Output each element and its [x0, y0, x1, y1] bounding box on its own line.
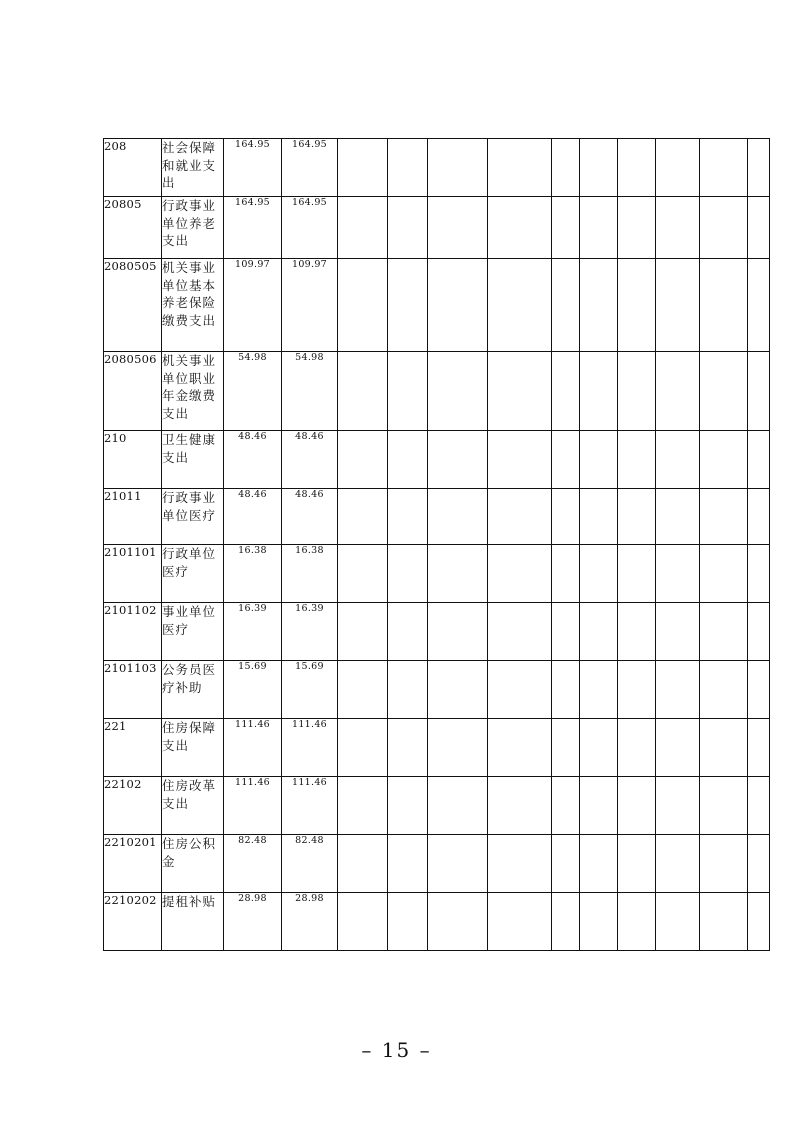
total-amount-cell: 28.98: [224, 893, 282, 951]
subject-code-cell: 2210202: [104, 893, 162, 951]
empty-cell: [748, 777, 770, 835]
empty-cell: [488, 835, 552, 893]
subject-name-cell: 住房改革支出: [162, 777, 224, 835]
subject-code-cell: 2210201: [104, 835, 162, 893]
subject-code-cell: 2080505: [104, 259, 162, 352]
table-row: [104, 603, 770, 661]
basic-expenditure-cell: 109.97: [282, 259, 338, 352]
empty-cell: [748, 489, 770, 545]
subject-code-cell: 20805: [104, 197, 162, 259]
empty-cell: [552, 603, 580, 661]
empty-cell: [388, 545, 428, 603]
basic-expenditure-cell: 164.95: [282, 139, 338, 197]
empty-cell: [388, 835, 428, 893]
empty-cell: [552, 489, 580, 545]
subject-name-cell: 行政事业单位养老支出: [162, 197, 224, 259]
empty-cell: [656, 835, 700, 893]
empty-cell: [700, 545, 748, 603]
empty-cell: [552, 545, 580, 603]
empty-cell: [338, 719, 388, 777]
table-row: [104, 719, 770, 777]
empty-cell: [388, 661, 428, 719]
basic-expenditure-cell: 48.46: [282, 431, 338, 489]
empty-cell: [618, 719, 656, 777]
empty-cell: [428, 139, 488, 197]
basic-expenditure-cell: 15.69: [282, 661, 338, 719]
basic-expenditure-cell: 16.39: [282, 603, 338, 661]
empty-cell: [656, 352, 700, 431]
table-row: [104, 545, 770, 603]
empty-cell: [580, 545, 618, 603]
empty-cell: [552, 352, 580, 431]
empty-cell: [618, 139, 656, 197]
total-amount-cell: 48.46: [224, 489, 282, 545]
empty-cell: [338, 431, 388, 489]
total-amount-cell: 164.95: [224, 197, 282, 259]
subject-code-cell: 210: [104, 431, 162, 489]
empty-cell: [700, 489, 748, 545]
empty-cell: [748, 893, 770, 951]
empty-cell: [580, 352, 618, 431]
empty-cell: [618, 197, 656, 259]
empty-cell: [552, 259, 580, 352]
empty-cell: [618, 259, 656, 352]
empty-cell: [748, 545, 770, 603]
empty-cell: [338, 139, 388, 197]
empty-cell: [748, 719, 770, 777]
empty-cell: [656, 661, 700, 719]
empty-cell: [338, 545, 388, 603]
empty-cell: [618, 431, 656, 489]
table-row: [104, 661, 770, 719]
subject-name-cell: 机关事业单位基本养老保险缴费支出: [162, 259, 224, 352]
empty-cell: [748, 835, 770, 893]
empty-cell: [700, 719, 748, 777]
empty-cell: [428, 545, 488, 603]
empty-cell: [338, 777, 388, 835]
empty-cell: [388, 489, 428, 545]
empty-cell: [700, 197, 748, 259]
empty-cell: [656, 893, 700, 951]
empty-cell: [656, 139, 700, 197]
empty-cell: [552, 893, 580, 951]
empty-cell: [618, 777, 656, 835]
empty-cell: [388, 352, 428, 431]
basic-expenditure-cell: 111.46: [282, 719, 338, 777]
empty-cell: [488, 719, 552, 777]
empty-cell: [580, 603, 618, 661]
subject-code-cell: 2101103: [104, 661, 162, 719]
table-row: [104, 777, 770, 835]
empty-cell: [700, 835, 748, 893]
empty-cell: [700, 259, 748, 352]
empty-cell: [656, 603, 700, 661]
table-row: [104, 352, 770, 431]
empty-cell: [700, 431, 748, 489]
total-amount-cell: 164.95: [224, 139, 282, 197]
empty-cell: [580, 893, 618, 951]
empty-cell: [656, 777, 700, 835]
empty-cell: [388, 777, 428, 835]
empty-cell: [580, 197, 618, 259]
empty-cell: [618, 489, 656, 545]
empty-cell: [580, 835, 618, 893]
basic-expenditure-cell: 111.46: [282, 777, 338, 835]
total-amount-cell: 16.38: [224, 545, 282, 603]
empty-cell: [388, 139, 428, 197]
empty-cell: [428, 893, 488, 951]
empty-cell: [748, 139, 770, 197]
page-number: – 15 –: [361, 1038, 432, 1062]
empty-cell: [488, 259, 552, 352]
basic-expenditure-cell: 54.98: [282, 352, 338, 431]
empty-cell: [388, 603, 428, 661]
empty-cell: [618, 893, 656, 951]
empty-cell: [488, 661, 552, 719]
empty-cell: [338, 197, 388, 259]
subject-name-cell: 行政事业单位医疗: [162, 489, 224, 545]
empty-cell: [338, 489, 388, 545]
empty-cell: [428, 835, 488, 893]
empty-cell: [618, 835, 656, 893]
empty-cell: [700, 352, 748, 431]
empty-cell: [428, 719, 488, 777]
empty-cell: [552, 661, 580, 719]
subject-name-cell: 提租补贴: [162, 893, 224, 951]
empty-cell: [618, 545, 656, 603]
total-amount-cell: 15.69: [224, 661, 282, 719]
empty-cell: [428, 431, 488, 489]
table-row: [104, 489, 770, 545]
empty-cell: [748, 352, 770, 431]
empty-cell: [700, 893, 748, 951]
empty-cell: [656, 545, 700, 603]
table-row: [104, 431, 770, 489]
empty-cell: [656, 197, 700, 259]
empty-cell: [388, 197, 428, 259]
basic-expenditure-cell: 164.95: [282, 197, 338, 259]
empty-cell: [488, 545, 552, 603]
table-row: [104, 139, 770, 197]
empty-cell: [552, 777, 580, 835]
subject-name-cell: 机关事业单位职业年金缴费支出: [162, 352, 224, 431]
empty-cell: [338, 835, 388, 893]
total-amount-cell: 111.46: [224, 777, 282, 835]
table-row: [104, 259, 770, 352]
empty-cell: [552, 835, 580, 893]
empty-cell: [488, 893, 552, 951]
total-amount-cell: 109.97: [224, 259, 282, 352]
basic-expenditure-cell: 28.98: [282, 893, 338, 951]
subject-name-cell: 事业单位医疗: [162, 603, 224, 661]
empty-cell: [428, 352, 488, 431]
empty-cell: [338, 893, 388, 951]
empty-cell: [428, 603, 488, 661]
empty-cell: [748, 259, 770, 352]
empty-cell: [656, 489, 700, 545]
empty-cell: [338, 603, 388, 661]
empty-cell: [338, 259, 388, 352]
empty-cell: [618, 603, 656, 661]
subject-code-cell: 2101101: [104, 545, 162, 603]
empty-cell: [748, 603, 770, 661]
subject-name-cell: 公务员医疗补助: [162, 661, 224, 719]
empty-cell: [748, 431, 770, 489]
empty-cell: [580, 139, 618, 197]
empty-cell: [488, 197, 552, 259]
subject-code-cell: 22102: [104, 777, 162, 835]
empty-cell: [488, 352, 552, 431]
empty-cell: [388, 719, 428, 777]
subject-code-cell: 2080506: [104, 352, 162, 431]
empty-cell: [748, 197, 770, 259]
subject-code-cell: 21011: [104, 489, 162, 545]
expenditure-table: [103, 138, 770, 951]
basic-expenditure-cell: 16.38: [282, 545, 338, 603]
empty-cell: [580, 777, 618, 835]
empty-cell: [488, 777, 552, 835]
empty-cell: [488, 603, 552, 661]
total-amount-cell: 82.48: [224, 835, 282, 893]
total-amount-cell: 48.46: [224, 431, 282, 489]
empty-cell: [700, 777, 748, 835]
total-amount-cell: 54.98: [224, 352, 282, 431]
subject-name-cell: 住房公积金: [162, 835, 224, 893]
empty-cell: [656, 431, 700, 489]
empty-cell: [428, 489, 488, 545]
empty-cell: [552, 719, 580, 777]
empty-cell: [388, 431, 428, 489]
subject-code-cell: 208: [104, 139, 162, 197]
total-amount-cell: 16.39: [224, 603, 282, 661]
table-row: [104, 835, 770, 893]
empty-cell: [552, 197, 580, 259]
empty-cell: [700, 603, 748, 661]
empty-cell: [488, 431, 552, 489]
table-row: [104, 197, 770, 259]
empty-cell: [748, 661, 770, 719]
empty-cell: [618, 661, 656, 719]
empty-cell: [552, 431, 580, 489]
empty-cell: [428, 661, 488, 719]
subject-code-cell: 221: [104, 719, 162, 777]
empty-cell: [656, 719, 700, 777]
table-row: [104, 893, 770, 951]
subject-name-cell: 住房保障支出: [162, 719, 224, 777]
empty-cell: [338, 661, 388, 719]
empty-cell: [580, 719, 618, 777]
empty-cell: [428, 259, 488, 352]
empty-cell: [488, 489, 552, 545]
empty-cell: [428, 777, 488, 835]
empty-cell: [580, 431, 618, 489]
empty-cell: [656, 259, 700, 352]
empty-cell: [580, 661, 618, 719]
empty-cell: [428, 197, 488, 259]
empty-cell: [388, 259, 428, 352]
empty-cell: [700, 139, 748, 197]
empty-cell: [488, 139, 552, 197]
table-body: [104, 139, 770, 951]
empty-cell: [618, 352, 656, 431]
subject-name-cell: 行政单位医疗: [162, 545, 224, 603]
empty-cell: [552, 139, 580, 197]
empty-cell: [338, 352, 388, 431]
empty-cell: [700, 661, 748, 719]
empty-cell: [580, 489, 618, 545]
subject-code-cell: 2101102: [104, 603, 162, 661]
empty-cell: [580, 259, 618, 352]
basic-expenditure-cell: 82.48: [282, 835, 338, 893]
basic-expenditure-cell: 48.46: [282, 489, 338, 545]
total-amount-cell: 111.46: [224, 719, 282, 777]
empty-cell: [388, 893, 428, 951]
subject-name-cell: 卫生健康支出: [162, 431, 224, 489]
subject-name-cell: 社会保障和就业支出: [162, 139, 224, 197]
